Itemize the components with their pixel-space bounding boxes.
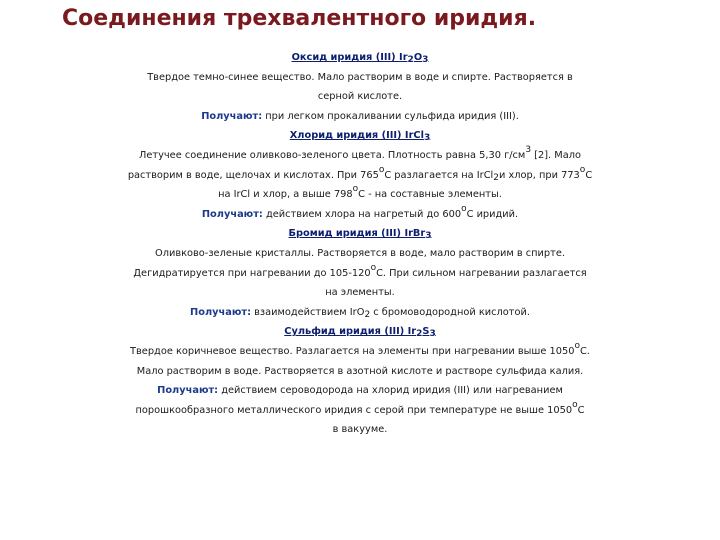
section-heading-chloride: Хлорид иридия (III) IrCl$_3$: [289, 130, 431, 144]
oxide-desc-line-1: Твердое темно-синее вещество. Мало растворим в воде и спирте. Растворяется в: [147, 71, 573, 83]
chloride-desc-line-3: на IrCl и хлор, а выше $798^оС$ - на составные элементы.: [218, 184, 502, 201]
section-heading-bromide: Бромид иридия (III) IrBr$_3$: [288, 228, 432, 242]
sulfide-desc-line-2: Мало растворим в воде. Растворяется в азотной кислоте и растворе сульфида калия.: [136, 365, 584, 377]
section-heading-oxide: Оксид иридия (III) $Ir_2O_3$: [291, 52, 429, 65]
content: [0, 48, 720, 440]
obtain-label: Получают:: [201, 110, 263, 122]
chloride-desc-line-2: растворим в воде, щелочах и кислотах. При $765^оС$ разлагается на IrCl$_2$и хлор, при $773^оС$: [127, 164, 593, 183]
oxide-obtain-line: Получают: при легком прокаливании сульфида иридия (III).: [201, 110, 519, 122]
chloride-obtain-line: Получают: действием хлора на нагретый до $600^оС$ иридий.: [201, 203, 519, 220]
section-heading-sulfide: Сульфид иридия (III) $Ir_2S_3$: [284, 326, 436, 340]
sulfide-desc-line-1: Твердое коричневое вещество. Разлагается на элементы при нагревании выше $1050^оС$.: [130, 340, 590, 357]
page-title: Соединения трехвалентного иридия.: [62, 6, 537, 31]
oxide-desc-line-2: серной кислоте.: [317, 91, 403, 103]
sulfide-obtain-line-1: Получают: действием сероводорода на хлорид иридия (III) или нагреванием: [157, 385, 563, 397]
bromide-obtain-line: Получают: взаимодействием IrO$_2$ с бромоводородной кислотой.: [190, 306, 530, 320]
chloride-desc-line-1: Летучее соединение оливково-зеленого цвета. Плотность равна 5,30 $г/см^3$ [2]. Мало: [138, 144, 581, 161]
obtain-label: Получают:: [190, 306, 251, 318]
sulfide-obtain-line-2: порошкообразного металлического иридия с серой при температуре не выше $1050^оС$: [135, 399, 585, 416]
obtain-label: Получают:: [201, 208, 263, 220]
obtain-label: Получают:: [157, 385, 219, 397]
bromide-desc-line-2: Дегидратируется при нагревании до $105-120^оС$. При сильном нагревании разлагается: [133, 262, 587, 279]
bromide-desc-line-1: Оливково-зеленые кристаллы. Растворяется в воде, мало растворим в спирте.: [155, 247, 565, 259]
sulfide-obtain-line-3: в вакууме.: [332, 424, 388, 436]
bromide-desc-line-3: на элементы.: [325, 287, 395, 299]
